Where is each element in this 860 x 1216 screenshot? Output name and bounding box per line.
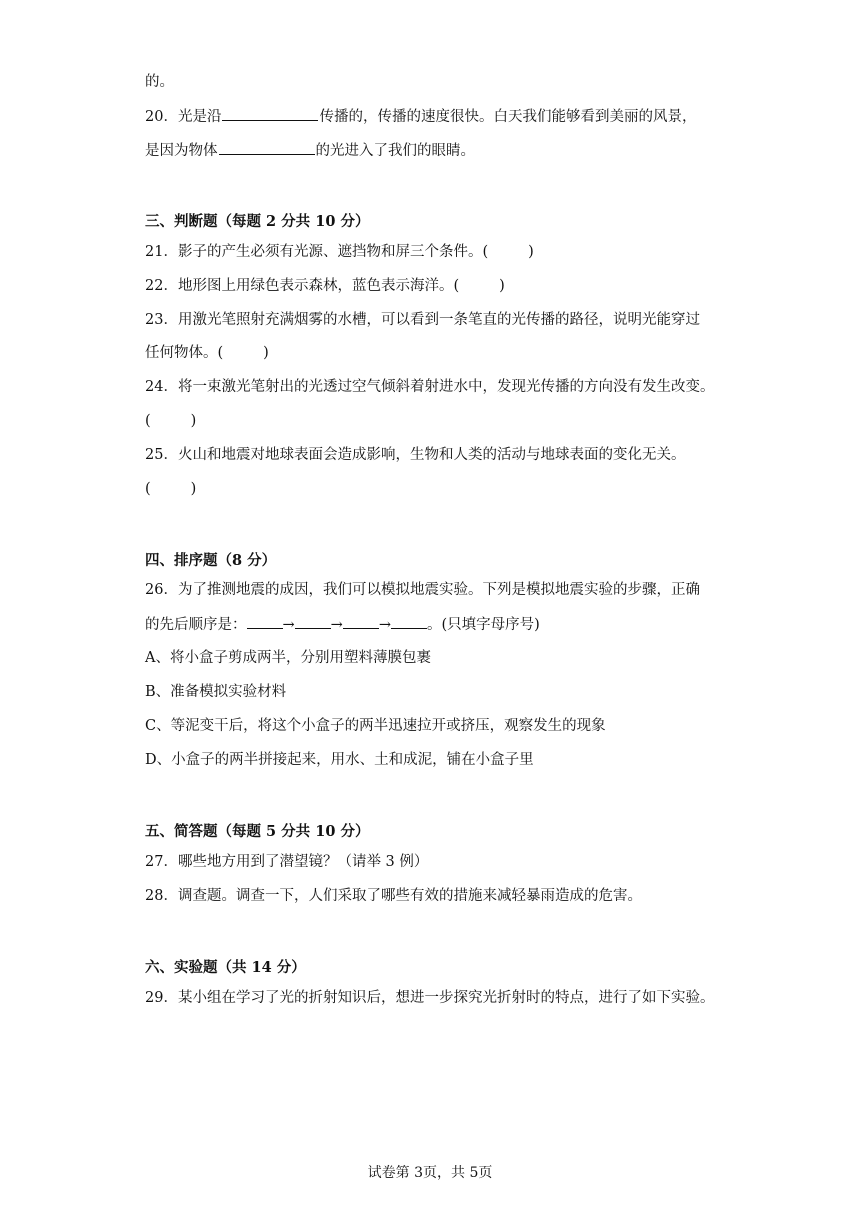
answer-blank[interactable] xyxy=(219,140,315,155)
section-3-heading: 三、判断题（每题 2 分共 10 分） xyxy=(145,213,370,230)
option-a: A、将小盒子剪成两半，分别用塑料薄膜包裹 xyxy=(145,650,431,666)
order-blank-2[interactable] xyxy=(295,614,331,629)
question-28: 28．调查题。调查一下，人们采取了哪些有效的措施来减轻暴雨造成的危害。 xyxy=(145,888,642,904)
question-23-line2: 任何物体。( ) xyxy=(145,345,269,361)
question-22: 22．地形图上用绿色表示森林，蓝色表示海洋。( ) xyxy=(145,278,505,294)
question-29: 29．某小组在学习了光的折射知识后，想进一步探究光折射时的特点，进行了如下实验。 xyxy=(145,990,715,1006)
answer-blank[interactable] xyxy=(222,106,318,121)
page-footer: 试卷第 3页，共 5页 xyxy=(367,1165,493,1181)
question-24-line1: 24．将一束激光笔射出的光透过空气倾斜着射进水中，发现光传播的方向没有发生改变。 xyxy=(145,379,715,395)
order-blank-3[interactable] xyxy=(343,614,379,629)
section-4-heading: 四、排序题（8 分） xyxy=(145,552,277,569)
section-5-heading: 五、简答题（每题 5 分共 10 分） xyxy=(145,823,370,840)
q19-tail: 的。 xyxy=(145,74,174,90)
order-blank-4[interactable] xyxy=(391,614,427,629)
question-25-line1: 25．火山和地震对地球表面会造成影响，生物和人类的活动与地球表面的变化无关。 xyxy=(145,447,686,463)
question-25-line2: ( ) xyxy=(145,481,197,497)
option-c: C、等泥变干后，将这个小盒子的两半迅速拉开或挤压，观察发生的现象 xyxy=(145,718,606,734)
option-b: B、准备模拟实验材料 xyxy=(145,684,287,700)
option-d: D、小盒子的两半拼接起来，用水、土和成泥，铺在小盒子里 xyxy=(145,752,534,768)
question-20-line2: 是因为物体 的光进入了我们的眼睛。 xyxy=(145,140,475,161)
question-26-line2: 的先后顺序是： → → → 。(只填字母序号) xyxy=(145,614,540,635)
question-26-line1: 26．为了推测地震的成因，我们可以模拟地震实验。下列是模拟地震实验的步骤，正确 xyxy=(145,582,700,598)
question-24-line2: ( ) xyxy=(145,413,197,429)
order-blank-1[interactable] xyxy=(247,614,283,629)
question-27: 27．哪些地方用到了潜望镜？（请举 3 例） xyxy=(145,854,429,870)
question-23-line1: 23．用激光笔照射充满烟雾的水槽，可以看到一条笔直的光传播的路径，说明光能穿过 xyxy=(145,312,700,328)
question-21: 21．影子的产生必须有光源、遮挡物和屏三个条件。( ) xyxy=(145,244,534,260)
section-6-heading: 六、实验题（共 14 分） xyxy=(145,959,306,976)
question-20-line1: 20．光是沿 传播的，传播的速度很快。白天我们能够看到美丽的风景， xyxy=(145,106,696,127)
